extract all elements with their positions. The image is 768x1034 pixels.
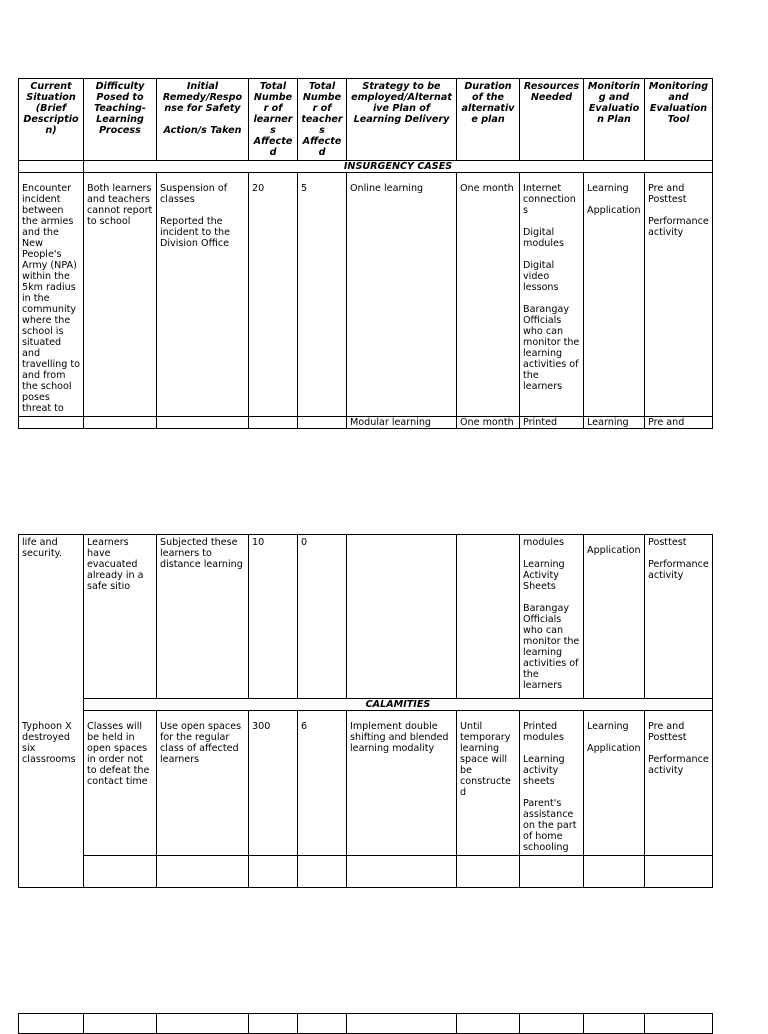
header-teachers-affected: Total Number of teachers Affected [298,79,347,161]
contingency-table-page-2 [18,534,713,888]
calamity-me-plan [584,711,645,856]
header-actions-label: Action/s Taken [163,125,242,136]
calamity-learners: 300 [249,711,298,856]
insurgency-me-tool-2-start: Pre and [645,417,713,429]
header-duration: Duration of the alternative plan [457,79,520,161]
empty-cell [298,856,347,888]
empty-cell [347,856,457,888]
header-difficulty: Difficulty Posed to Teaching-Learning Process [84,79,157,161]
insurgency-situation-cont: life and security. [19,535,84,888]
insurgency-teachers-2: 0 [298,535,347,699]
contingency-table-page-1 [18,78,713,429]
resource-item: Digital modules [523,227,564,249]
me-tool-item: Performance activity [648,216,709,238]
insurgency-remedy-1 [157,173,249,417]
insurgency-strategy-1: Online learning [347,173,457,417]
calamity-teachers: 6 [298,711,347,856]
remedy-reported: Reported the incident to the Division Office [160,216,230,249]
row-continuation-cell [249,417,298,429]
row-continuation-cell [19,417,84,429]
header-me-plan: Monitoring and Evaluation Plan [584,79,645,161]
calamity-me-tool [645,711,713,856]
me-tool-item: Performance activity [648,754,709,776]
insurgency-learners-2: 10 [249,535,298,699]
empty-cell [645,856,713,888]
header-learners-affected: Total Number of learners Affected [249,79,298,161]
insurgency-difficulty-2: Learners have evacuated already in a safe sitio [84,535,157,699]
empty-cell [84,856,157,888]
calamity-duration: Until temporary learning space will be constructed [457,711,520,856]
calamity-difficulty: Classes will be held in open spaces in order not to defeat the contact time [84,711,157,856]
insurgency-teachers-1: 5 [298,173,347,417]
me-plan-item: Application [587,205,641,216]
section-calamities: CALAMITIES [84,699,713,711]
calamity-strategy: Implement double shifting and blended learning modality [347,711,457,856]
row-continuation-cell [298,417,347,429]
header-me-tool: Monitoring and Evaluation Tool [645,79,713,161]
insurgency-duration-2-cont [457,535,520,699]
resource-item: Printed modules [523,721,564,743]
insurgency-duration-1: One month [457,173,520,417]
insurgency-me-plan-2-start: Learning [584,417,645,429]
insurgency-strategy-2: Modular learning [347,417,457,429]
resource-item: Barangay Officials who can monitor the learning activities of the learners [523,304,580,392]
insurgency-me-tool-2 [645,535,713,699]
insurgency-resources-1 [520,173,584,417]
calamity-resources [520,711,584,856]
resource-item: Learning Activity Sheets [523,559,565,592]
header-resources: Resources Needed [520,79,584,161]
calamity-remedy: Use open spaces for the regular class of affected learners [157,711,249,856]
resource-item: Digital video lessons [523,260,559,293]
section-insurgency-cases: INSURGENCY CASES [84,161,713,173]
remedy-suspension: Suspension of classes [160,183,228,205]
resource-item: Barangay Officials who can monitor the learning activities of the learners [523,603,580,691]
row-continuation-cell [84,417,157,429]
insurgency-learners-1: 20 [249,173,298,417]
calamity-situation: Typhoon X destroyed six classrooms [22,721,82,765]
me-tool-item: Posttest [648,537,687,548]
empty-cell [520,856,584,888]
insurgency-me-tool-1 [645,173,713,417]
insurgency-me-plan-2: Application [584,535,645,699]
insurgency-situation: Encounter incident between the armies and the New People's Army (NPA) within the 5km radius in the community where the school is situated and travelling to and from the school poses threat to [19,173,84,417]
row-continuation-cell [157,417,249,429]
empty-cell [249,856,298,888]
me-plan-item: Learning [587,183,629,194]
me-tool-item: Pre and Posttest [648,721,687,743]
me-plan-item: Learning [587,721,629,732]
insurgency-difficulty-1: Both learners and teachers cannot report to school [84,173,157,417]
resource-item: modules [523,537,564,548]
me-tool-item: Pre and Posttest [648,183,687,205]
empty-cell [584,856,645,888]
insurgency-strategy-2-cont [347,535,457,699]
insurgency-resources-2 [520,535,584,699]
me-plan-item: Application [587,743,641,754]
resource-item: Internet connections [523,183,576,216]
resource-item: Parent's assistance on the part of home schooling [523,798,577,853]
header-remedy-label: Initial Remedy/Response for Safety [162,81,243,114]
insurgency-me-plan-1 [584,173,645,417]
section-spacer [19,161,84,173]
header-strategy: Strategy to be employed/Alternative Plan of Learning Delivery [347,79,457,161]
empty-cell [157,856,249,888]
resource-item: Learning activity sheets [523,754,565,787]
header-current-situation: Current Situation (Brief Description) [19,79,84,161]
empty-cell [457,856,520,888]
insurgency-resources-2-start: Printed [520,417,584,429]
header-initial-remedy [157,79,249,161]
insurgency-duration-2: One month [457,417,520,429]
me-tool-item: Performance activity [648,559,709,581]
insurgency-remedy-2: Subjected these learners to distance learning [157,535,249,699]
